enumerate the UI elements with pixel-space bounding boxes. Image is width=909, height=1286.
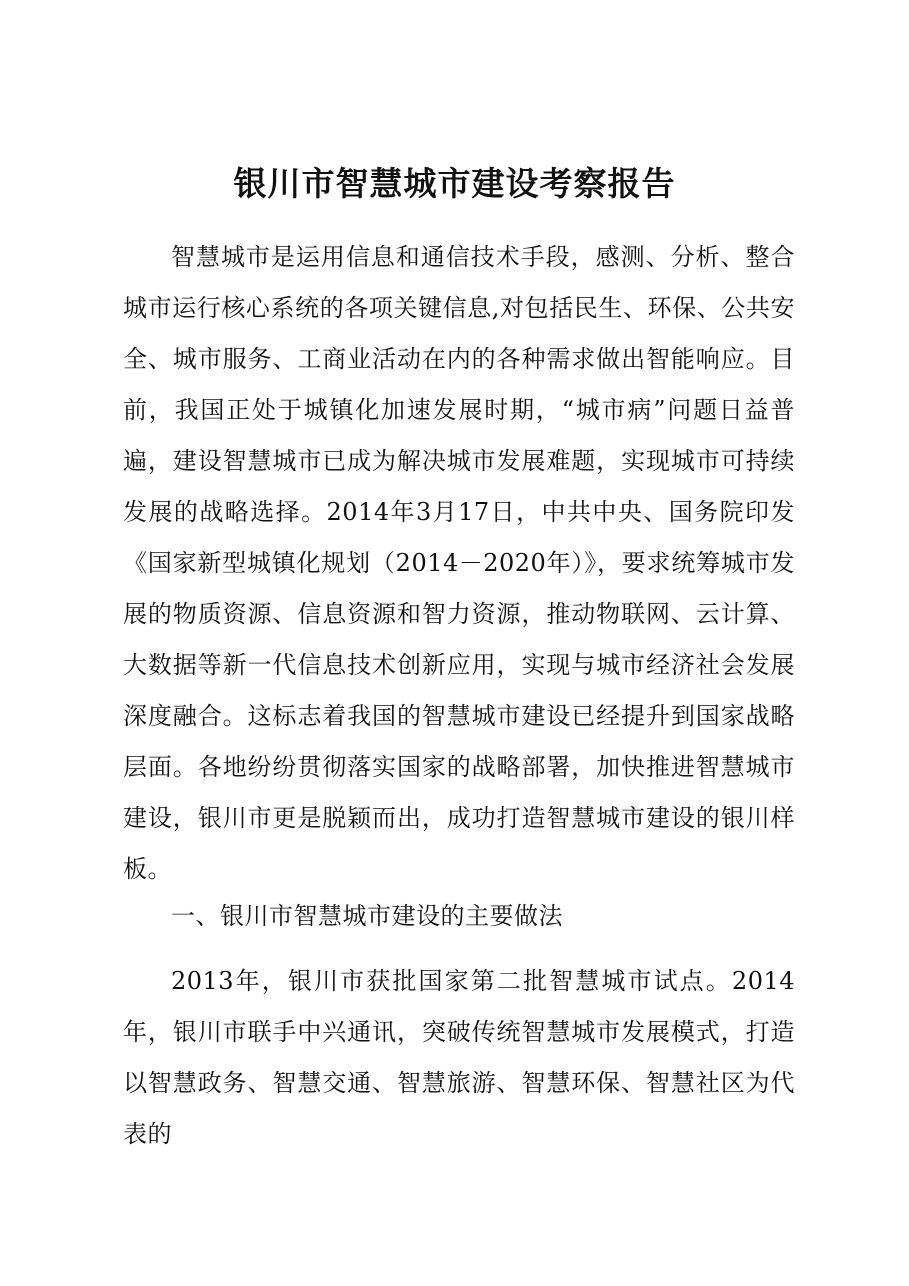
- document-title: 银川市智慧城市建设考察报告: [233, 164, 676, 203]
- section-heading: 一、银川市智慧城市建设的主要做法: [171, 902, 563, 930]
- section-paragraph: 2013年，银川市获批国家第二批智慧城市试点。2014年，银川市联手中兴通讯，突破传统智慧城市发展模式，打造以智慧政务、智慧交通、智慧旅游、智慧环保、智慧社区为代表的: [123, 967, 795, 1148]
- intro-paragraph: 智慧城市是运用信息和通信技术手段，感测、分析、整合城市运行核心系统的各项关键信息,对包括民生、环保、公共安全、城市服务、工商业活动在内的各种需求做出智能响应。目前，我国正处于城镇化加速发展时期，“城市病”问题日益普遍，建设智慧城市已成为解决城市发展难题，实现城市可持续发展的战略选择。2014年3月17日，中共中央、国务院印发《国家新型城镇化规划（2014－2020年）》，要求统筹城市发展的物质资源、信息资源和智力资源，推动物联网、云计算、大数据等新一代信息技术创新应用，实现与城市经济社会发展深度融合。这标志着我国的智慧城市建设已经提升到国家战略层面。各地纷纷贯彻落实国家的战略部署，加快推进智慧城市建设，银川市更是脱颖而出，成功打造智慧城市建设的银川样板。: [123, 243, 795, 883]
